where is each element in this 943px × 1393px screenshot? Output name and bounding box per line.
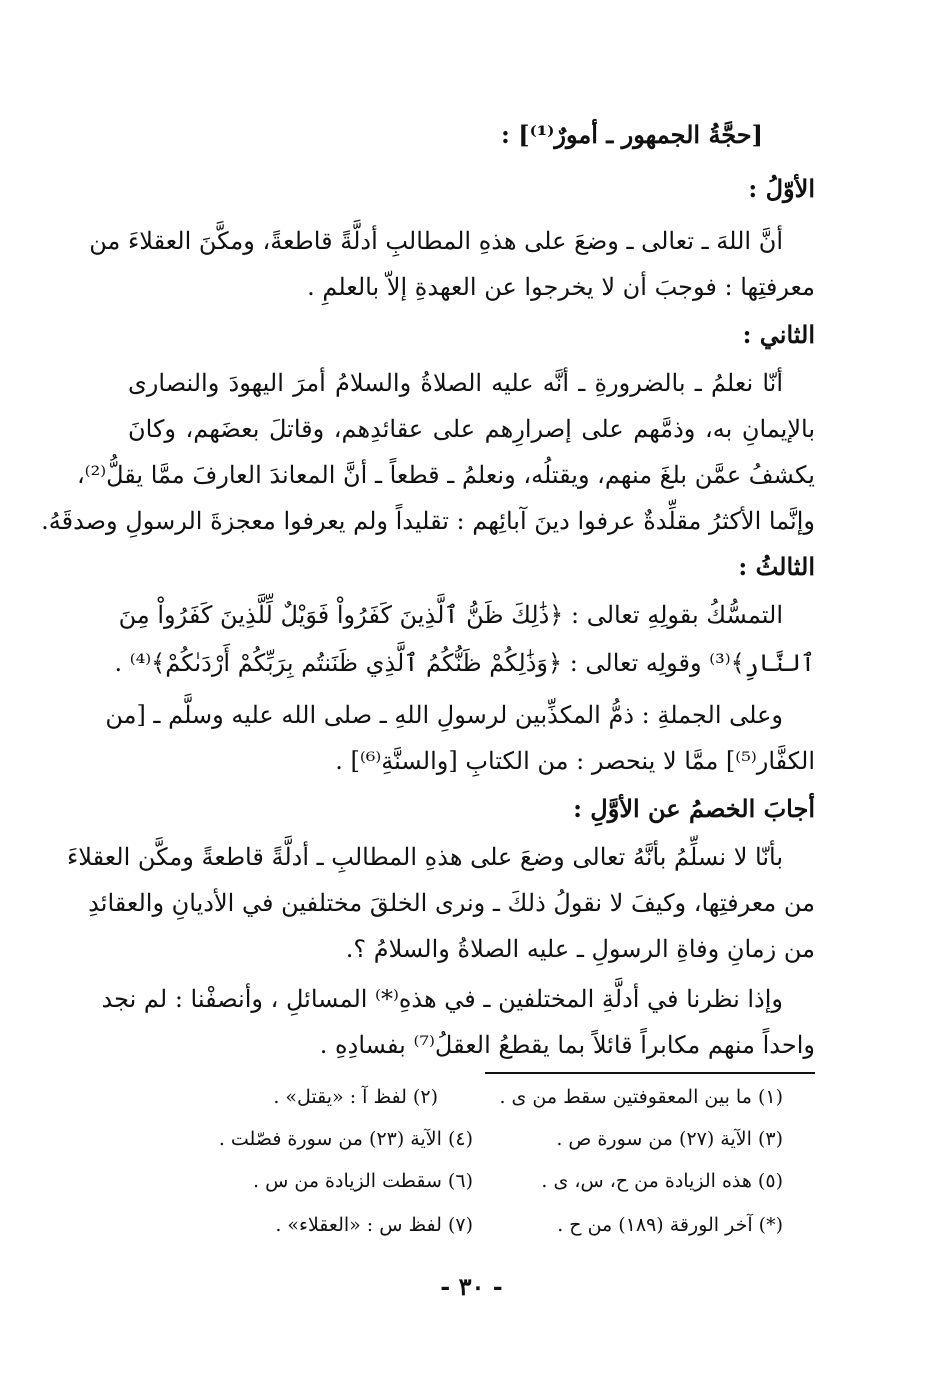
footnote: (٤) الآية (٢٣) من سورة فصّلت . bbox=[218, 1128, 473, 1150]
section-title: [حجَّةُ الجمهور ـ أمورٌ⁽¹⁾] : bbox=[501, 120, 763, 149]
footnote: (١) ما بين المعقوفتين سقط من ى . bbox=[499, 1086, 783, 1108]
footnote: (*) آخر الورقة (١٨٩) من ح . bbox=[557, 1214, 783, 1236]
text-line: ٱلنَّارِ﴾⁽³⁾ وقولِه تعالى : ﴿وَذَٰلِكُمْ ظَنُّكُمُ ٱلَّذِي ظَنَنتُم بِرَبِّكُمْ أَرْدَىٰكُمْ﴾⁽⁴⁾ . bbox=[114, 649, 815, 677]
text-line: من زمانِ وفاةِ الرسولِ ـ عليه الصلاةُ والسلامُ ؟. bbox=[345, 935, 815, 963]
text-line: الكفَّار⁽⁵⁾] ممَّا لا ينحصر : من الكتابِ [والسنَّةِ⁽⁶⁾] . bbox=[335, 747, 815, 775]
text-line: أنَّ اللهَ ـ تعالى ـ وضعَ على هذهِ المطالبِ أدلَّةً قاطعةً، ومكَّنَ العقلاءَ من bbox=[89, 227, 783, 255]
text-line: بالإيمانِ به، وذمَّهم على إصرارِهم على عقائدِهم، وقاتلَ بعضَهم، وكانَ bbox=[128, 415, 815, 443]
footnote: (٥) هذه الزيادة من ح، س، ى . bbox=[541, 1170, 783, 1192]
footnote-separator bbox=[485, 1072, 815, 1074]
text-line: التمسُّكُ بقولِهِ تعالى : ﴿ذَٰلِكَ ظَنُّ ٱلَّذِينَ كَفَرُواْ فَوَيْلٌ لِّلَّذِينَ كَفَرُواْ مِنَ bbox=[118, 601, 783, 629]
footnote: (٢) لفظ آ : «يقتل» . bbox=[273, 1086, 438, 1108]
text-line: وعلى الجملةِ : ذمُّ المكذِّبين لرسولِ اللهِ ـ صلى الله عليه وسلَّم ـ [من bbox=[105, 701, 783, 729]
text-line: بأنّا لا نسلِّمُ بأنَّهُ تعالى وضعَ على هذهِ المطالبِ ـ أدلَّةً قاطعةً ومكَّن العقلاءَ bbox=[66, 843, 783, 871]
text-line: وإنَّما الأكثرُ مقلِّدةٌ عرفوا دينَ آبائِهم : تقليداً ولم يعرفوا معجزةَ الرسولِ وصدقَهُ. bbox=[41, 507, 815, 535]
footnote: (٧) لفظ س : «العقلاء» . bbox=[275, 1214, 473, 1236]
heading-first: الأوّلُ : bbox=[748, 174, 815, 203]
heading-second: الثاني : bbox=[742, 320, 815, 349]
heading-reply: أجابَ الخصمُ عن الأوَّلِ : bbox=[573, 794, 815, 823]
text-line: معرفتِها : فوجبَ أن لا يخرجوا عن العهدةِ إلاّ بالعلمِ . bbox=[307, 273, 815, 301]
footnote: (٦) سقطت الزيادة من س . bbox=[253, 1170, 473, 1192]
text-line: واحداً منهم مكابراً قائلاً بما يقطعُ العقلُ⁽⁷⁾ بفسادِهِ . bbox=[319, 1031, 815, 1059]
text-line: وإذا نظرنا في أدلَّةِ المختلفين ـ في هذهِ⁽*⁾ المسائلِ ، وأنصفْنا : لم نجد bbox=[101, 985, 783, 1013]
page-number: - ٣٠ - bbox=[440, 1272, 503, 1301]
footnote: (٣) الآية (٢٧) من سورة ص . bbox=[556, 1128, 783, 1150]
text-line: من معرفتِها، وكيفَ لا نقولُ ذلكَ ـ ونرى الخلقَ مختلفين في الأديانِ والعقائدِ bbox=[88, 889, 815, 917]
text-line: أنّا نعلمُ ـ بالضرورةِ ـ أنَّه عليه الصلاةُ والسلامُ أمرَ اليهودَ والنصارى bbox=[128, 369, 783, 397]
text-line: يكشفُ عمَّن بلغَ منهم، ويقتلُه، ونعلمُ ـ قطعاً ـ أنَّ المعاندَ العارفَ ممَّا يقلُّ⁽²⁾، bbox=[76, 461, 815, 489]
heading-third: الثالثُ : bbox=[738, 552, 815, 581]
